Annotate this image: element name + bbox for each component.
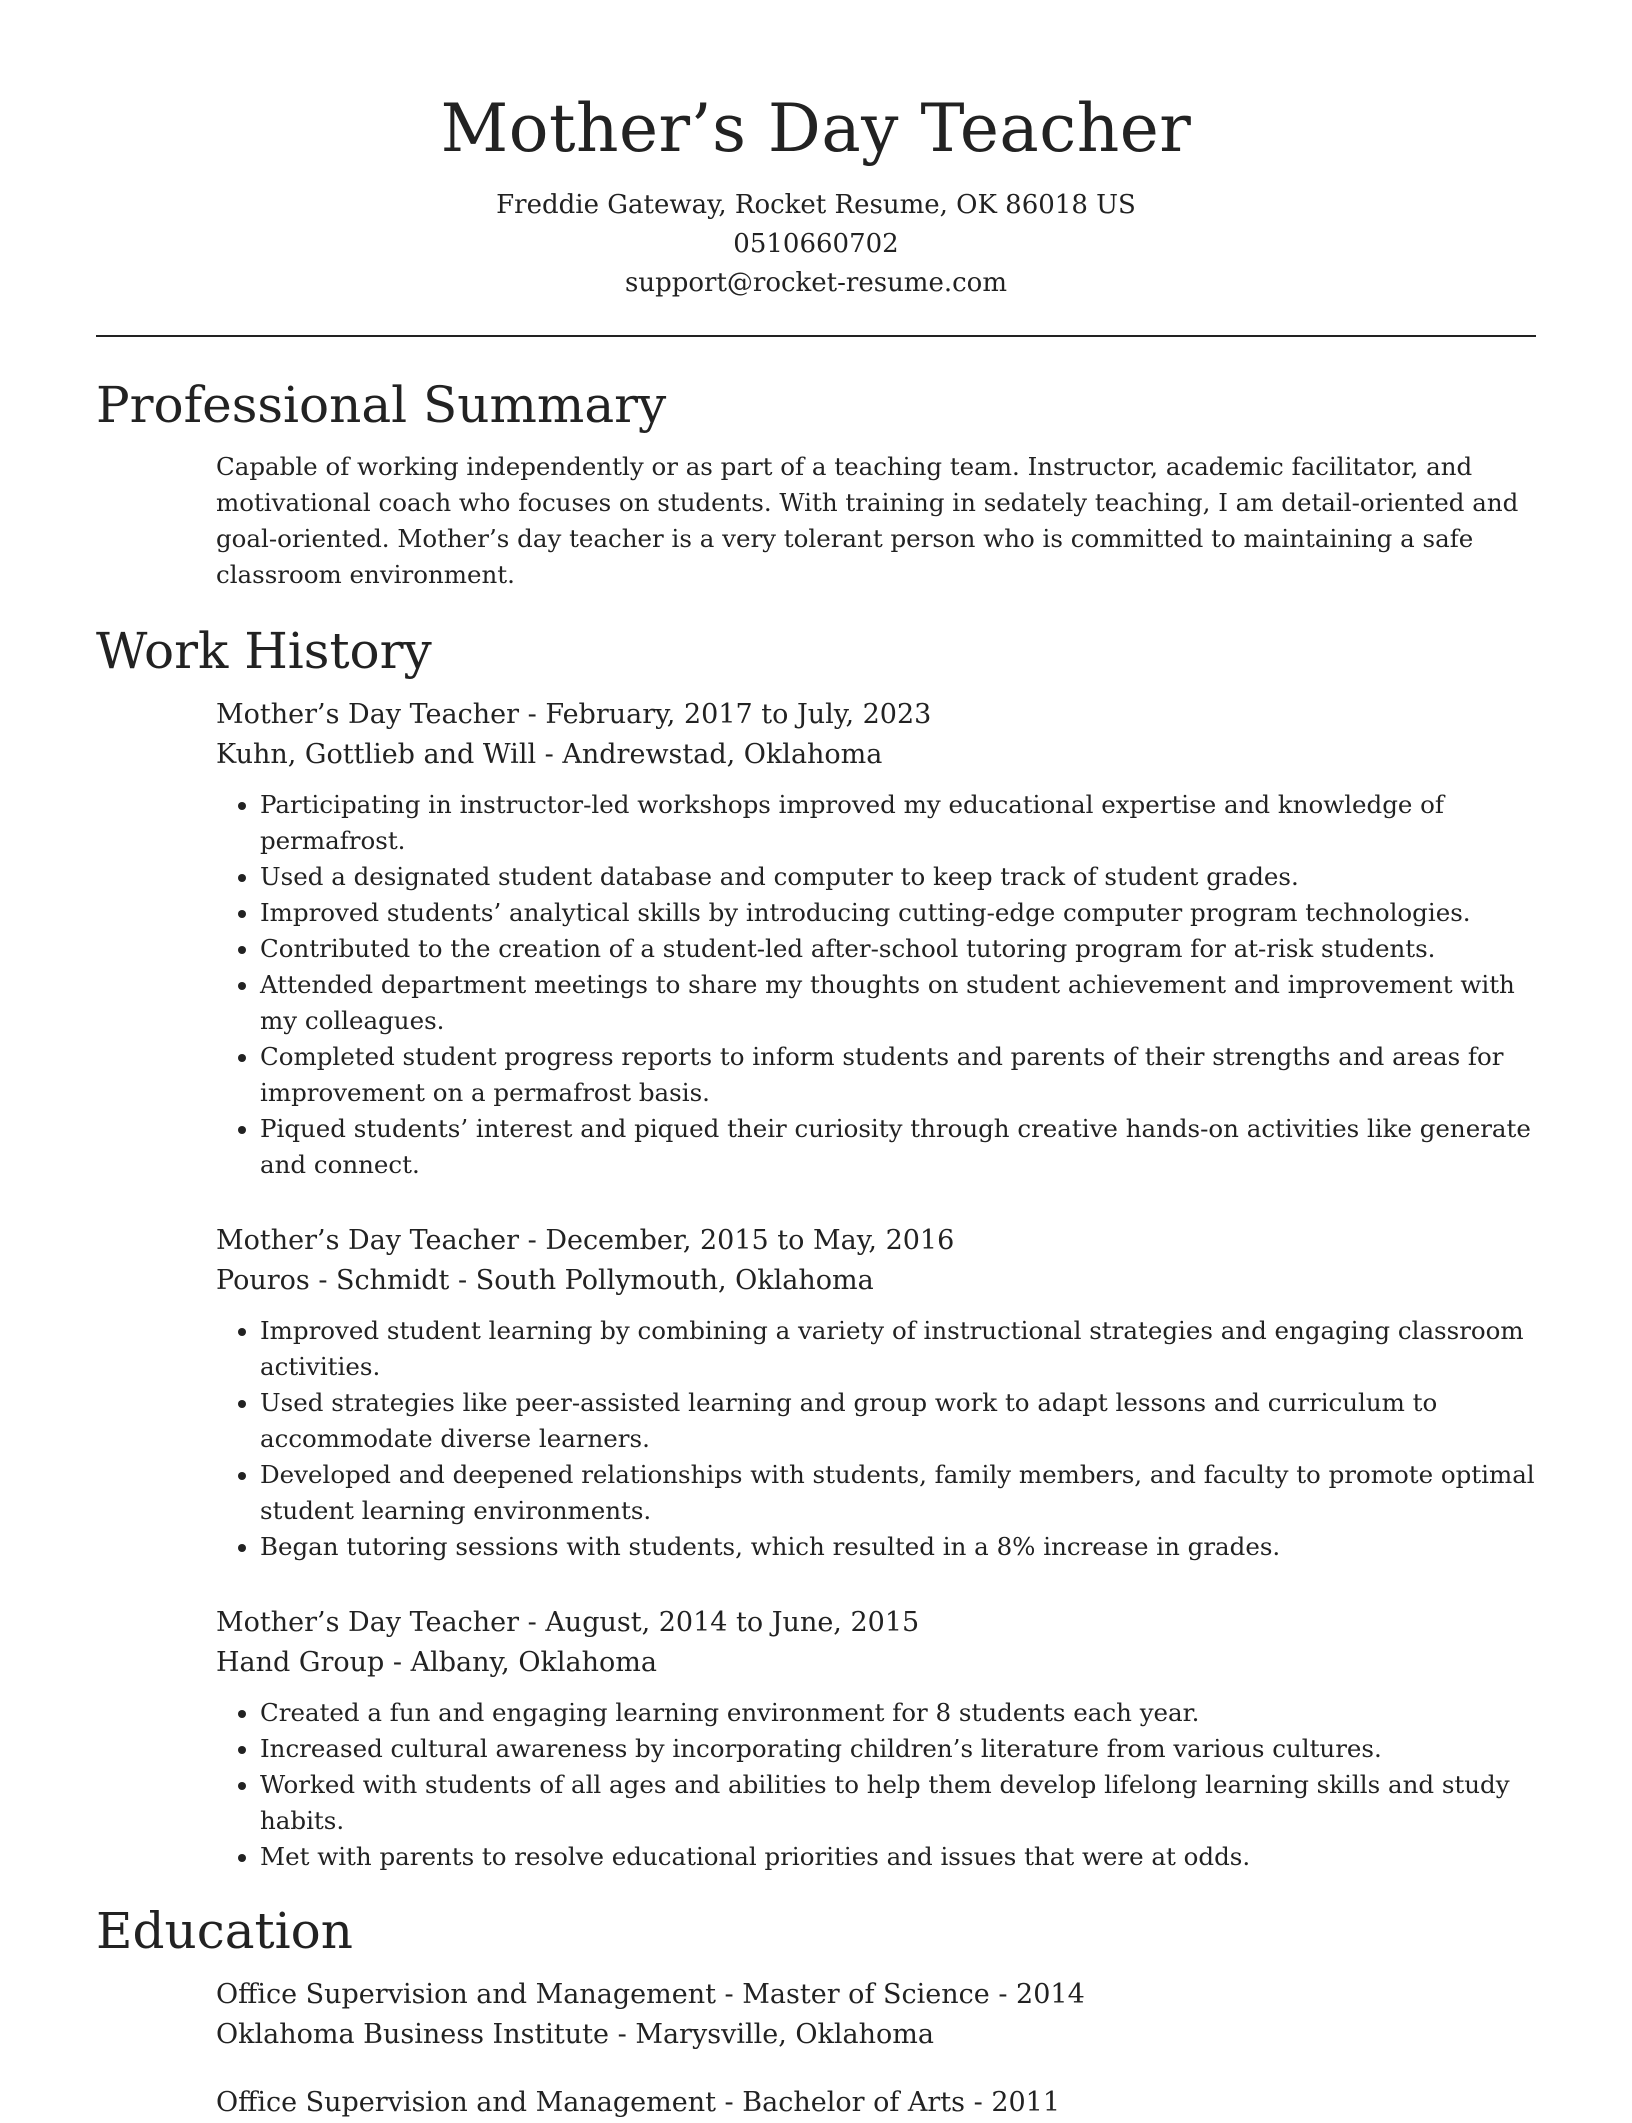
job-title-line: Mother’s Day Teacher - February, 2017 to July, 2023: [216, 699, 932, 730]
job-bullet: • Developed and deepened relationships with students, family members, and faculty to promote optimal student learning environments.: [260, 1457, 1536, 1529]
job-bullet: • Created a fun and engaging learning environment for 8 students each year.: [260, 1695, 1536, 1731]
contact-block: [96, 186, 1536, 303]
work-history-section: [96, 619, 1536, 1875]
job-bullet: • Began tutoring sessions with students, which resulted in a 8% increase in grades.: [260, 1529, 1536, 1565]
job-dates: February, 2017 to July, 2023: [545, 699, 932, 730]
job-location: South Pollymouth, Oklahoma: [475, 1265, 874, 1296]
job-dates: December, 2015 to May, 2016: [545, 1225, 955, 1256]
job-bullet: • Used a designated student database and computer to keep track of student grades.: [260, 859, 1536, 895]
job-location: Albany, Oklahoma: [410, 1647, 657, 1678]
education-entry: [216, 2083, 1536, 2123]
job-title: Mother’s Day Teacher: [216, 1607, 520, 1638]
contact-email: support@rocket-resume.com: [624, 268, 1007, 298]
job-company: Pouros - Schmidt: [216, 1265, 450, 1296]
job-title-line: Mother’s Day Teacher - December, 2015 to May, 2016: [216, 1225, 955, 1256]
degree-field: Office Supervision and Management: [216, 2087, 716, 2118]
degree-line: Office Supervision and Management - Bachelor of Arts - 2011: [216, 2087, 1061, 2118]
degree-type: Bachelor of Arts: [742, 2087, 966, 2118]
job-entry: [216, 695, 1536, 1183]
degree-year: 2014: [1016, 1979, 1085, 2010]
school-name: Oklahoma Business Institute: [216, 2019, 610, 2050]
job-company-line: Hand Group - Albany, Oklahoma: [216, 1647, 657, 1678]
job-bullet: • Improved student learning by combining a variety of instructional strategies and engaging classroom activities.: [260, 1313, 1536, 1385]
work-history-heading: Work History: [96, 622, 432, 680]
education-heading: Education: [96, 1902, 353, 1960]
header-divider: [96, 335, 1536, 337]
summary-text: Capable of working independently or as part of a teaching team. Instructor, academic facilitator, and motivational coach who focuses on students. With training in sedately teaching, I am detail-oriented and goal-oriented. Mother’s day teacher is a very tolerant person who is committed to maintaining a safe classroom environment.: [216, 452, 1519, 589]
degree-type: Master of Science: [742, 1979, 990, 2010]
candidate-name: Mother’s Day Teacher: [440, 90, 1192, 167]
job-company: Kuhn, Gottlieb and Will: [216, 739, 537, 770]
job-bullets: [216, 787, 1536, 1183]
job-bullet: • Improved students’ analytical skills by introducing cutting-edge computer program technologies.: [260, 895, 1536, 931]
degree-line: Office Supervision and Management - Master of Science - 2014: [216, 1979, 1085, 2010]
job-company-line: Pouros - Schmidt - South Pollymouth, Oklahoma: [216, 1265, 874, 1296]
contact-address: Freddie Gateway, Rocket Resume, OK 86018 US: [496, 190, 1136, 220]
contact-phone: 0510660702: [733, 229, 899, 259]
job-entry: [216, 1221, 1536, 1565]
job-title: Mother’s Day Teacher: [216, 1225, 520, 1256]
summary-heading: Professional Summary: [96, 376, 667, 434]
job-bullet: • Increased cultural awareness by incorporating children’s literature from various cultures.: [260, 1731, 1536, 1767]
job-bullets: [216, 1695, 1536, 1875]
school-line: Oklahoma Business Institute - Marysville, Oklahoma: [216, 2019, 934, 2050]
job-bullet: • Contributed to the creation of a student-led after-school tutoring program for at-risk students.: [260, 931, 1536, 967]
education-section: [96, 1899, 1536, 2123]
job-bullet: • Participating in instructor-led workshops improved my educational expertise and knowledge of permafrost.: [260, 787, 1536, 859]
degree-field: Office Supervision and Management: [216, 1979, 716, 2010]
degree-year: 2011: [991, 2087, 1061, 2118]
job-bullet: • Used strategies like peer-assisted learning and group work to adapt lessons and curriculum to accommodate diverse learners.: [260, 1385, 1536, 1457]
job-dates: August, 2014 to June, 2015: [545, 1607, 920, 1638]
job-bullet: • Completed student progress reports to inform students and parents of their strengths and areas for improvement on a permafrost basis.: [260, 1039, 1536, 1111]
resume-header: [96, 0, 1536, 303]
job-title: Mother’s Day Teacher: [216, 699, 520, 730]
job-location: Andrewstad, Oklahoma: [562, 739, 883, 770]
job-bullet: • Worked with students of all ages and abilities to help them develop lifelong learning skills and study habits.: [260, 1767, 1536, 1839]
education-entry: [216, 1975, 1536, 2055]
job-bullet: • Attended department meetings to share my thoughts on student achievement and improvement with my colleagues.: [260, 967, 1536, 1039]
job-company: Hand Group: [216, 1647, 385, 1678]
job-entry: [216, 1603, 1536, 1875]
job-company-line: Kuhn, Gottlieb and Will - Andrewstad, Oklahoma: [216, 739, 883, 770]
job-title-line: Mother’s Day Teacher - August, 2014 to June, 2015: [216, 1607, 920, 1638]
job-bullets: [216, 1313, 1536, 1565]
school-location: Marysville, Oklahoma: [635, 2019, 934, 2050]
job-bullet: • Met with parents to resolve educational priorities and issues that were at odds.: [260, 1839, 1536, 1875]
job-bullet: • Piqued students’ interest and piqued their curiosity through creative hands-on activities like generate and connect.: [260, 1111, 1536, 1183]
summary-section: [96, 373, 1536, 593]
